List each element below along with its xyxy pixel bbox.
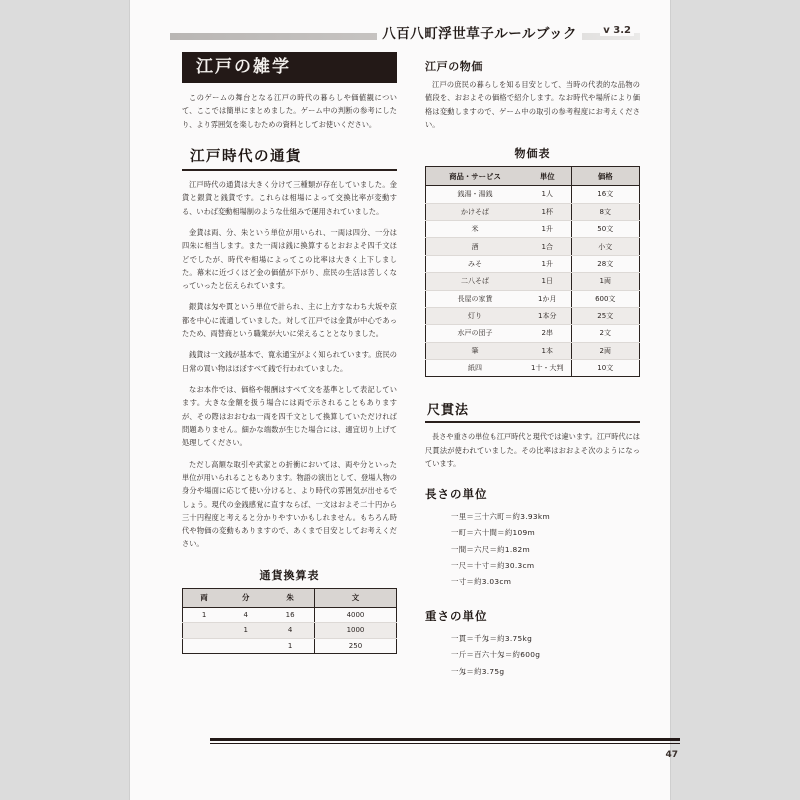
weight-unit-list [425, 630, 640, 679]
table-row [183, 638, 397, 653]
currency-paragraph-3: 銀貨は匁や貫という単位で計られ、主に上方すなわち大坂や京都を中心に流通していました。対して江戸では金貨が中心であったため、両替商という職業が大いに栄えることとなりました。 [182, 302, 397, 339]
price-table-caption: 物価表 [514, 147, 551, 161]
cell-item: 二八そば [426, 273, 524, 290]
cell-unit: 1升 [524, 255, 571, 272]
subheading-weight-units: 重さの単位 [425, 609, 488, 624]
col-header-ryo: 両 [183, 588, 226, 607]
col-header-mon: 文 [314, 588, 396, 607]
cell-shu: 16 [266, 607, 314, 622]
cell-item: 筆 [426, 342, 524, 359]
list-item: 一斤＝百六十匁＝約600g [451, 650, 541, 660]
table-row [183, 623, 397, 638]
cell-price: 50文 [571, 221, 639, 238]
cell-price: 600文 [571, 290, 639, 307]
cell-unit: 1か月 [524, 290, 571, 307]
table-row [426, 342, 640, 359]
list-item: 一間＝六尺＝約1.82m [451, 544, 530, 554]
cell-price: 10文 [571, 360, 639, 377]
table-row [426, 290, 640, 307]
list-item: 一里＝三十六町＝約3.93km [451, 511, 550, 521]
page-number: 47 [665, 750, 678, 760]
price-table-body [426, 186, 640, 377]
currency-paragraph-5: なお本作では、価格や報酬はすべて文を基準として表記しています。大きな金額を扱う場合には両で示されることもありますが、その際はおおむね一両を四千文として換算していただければ問題ありません。細かな端数が生じた場合には、適宜切り上げて処理してください。 [182, 385, 397, 448]
table-row [426, 273, 640, 290]
cell-mon: 4000 [314, 607, 396, 622]
cell-unit: 1十・大判 [530, 364, 564, 373]
table-row [426, 238, 640, 255]
col-header-unit: 単位 [524, 167, 571, 186]
currency-paragraph-4: 銭貨は一文銭が基本で、寛永通宝がよく知られています。庶民の日常の買い物はほぼすべて銭で行われていました。 [182, 350, 397, 373]
footer-rule-thin [210, 743, 680, 744]
cell-item: 米 [426, 221, 524, 238]
section-heading-measures: 尺貫法 [425, 399, 640, 423]
col-header-price: 価格 [571, 167, 639, 186]
cell-item: 紙四 [467, 364, 482, 373]
document-page [130, 0, 678, 800]
list-item: 一貫＝千匁＝約3.75kg [451, 633, 533, 643]
table-row [426, 221, 640, 238]
table-row [426, 360, 640, 377]
col-header-shu: 朱 [266, 588, 314, 607]
table-row [426, 186, 640, 203]
page-title: 江戸の雑学 [182, 52, 397, 83]
cell-ryo: 1 [183, 607, 226, 622]
book-title: 八百八町浮世草子ルールブック [377, 22, 582, 42]
table-row [426, 307, 640, 324]
cell-ryo [183, 623, 226, 638]
currency-table-caption: 通貨換算表 [259, 568, 320, 582]
table-header-row [183, 588, 397, 607]
cell-unit: 1本分 [524, 307, 571, 324]
version-label: v 3.2 [600, 25, 634, 36]
cell-shu: 4 [266, 623, 314, 638]
cell-bu: 4 [225, 607, 266, 622]
cell-item: 長屋の家賃 [426, 290, 524, 307]
cell-mon: 1000 [314, 623, 396, 638]
footer-rule-thick [210, 738, 680, 741]
left-column [182, 52, 397, 654]
price-table [425, 166, 640, 377]
cell-shu: 1 [287, 641, 293, 650]
cell-price: 2両 [571, 342, 639, 359]
subheading-length-units: 長さの単位 [425, 487, 488, 502]
running-head [170, 22, 640, 44]
list-item: 一寸＝約3.03cm [451, 577, 512, 587]
measures-paragraph: 長さや重さの単位も江戸時代と現代では違います。江戸時代には尺貫法が使われていました。その比率はおおよそ次のようになっています。 [425, 432, 640, 468]
currency-paragraph-6: ただし高額な取引や武家との折衝においては、両や分といった単位が用いられることもあります。物語の演出として、登場人物の身分や場面に応じて使い分けると、より時代の雰囲気が出せるでしょう。現代の金銭感覚に直すならば、一文はおよそ二十円から三十円程度と考えると分かりやすいかもしれません。もちろん時代や物価の変動もありますので、あくまで目安としてお考えください。 [182, 459, 397, 549]
currency-conversion-table [182, 588, 397, 654]
table-row [426, 325, 640, 342]
list-item: 一尺＝十寸＝約30.3cm [451, 561, 535, 571]
length-unit-list [425, 508, 640, 590]
cell-mon: 250 [314, 638, 396, 653]
cell-price: 小文 [571, 238, 639, 255]
list-item: 一町＝六十間＝約109m [451, 528, 536, 538]
cell-price: 2文 [571, 325, 639, 342]
list-item: 一匁＝約3.75g [451, 666, 505, 676]
currency-paragraph-2: 金貨は両、分、朱という単位が用いられ、一両は四分、一分は四朱に相当します。また一両は銭に換算するとおおよそ四千文ほどでしたが、時代や相場によってこの比率は大きく上下しました。幕末に近づくほど金の価値が下がり、庶民の生活は苦しくなっていったと伝えられています。 [182, 227, 397, 291]
cell-unit: 2串 [524, 325, 571, 342]
section-heading-prices: 江戸の物価 [425, 60, 483, 73]
cell-item: 灯り [426, 307, 524, 324]
table-row [426, 255, 640, 272]
cell-price: 8文 [571, 203, 639, 220]
cell-unit: 1杯 [524, 203, 571, 220]
cell-unit: 1日 [524, 273, 571, 290]
cell-unit: 1合 [524, 238, 571, 255]
cell-item: かけそば [426, 203, 524, 220]
cell-item: 水戸の団子 [426, 325, 524, 342]
right-column [425, 52, 640, 690]
currency-paragraph-1: 江戸時代の通貨は大きく分けて三種類が存在していました。金貨と銀貨と銭貨です。これらは相場によって交換比率が変動する、いわば変動相場制のような仕組みで運用されていました。 [182, 179, 397, 216]
cell-item: みそ [426, 255, 524, 272]
col-header-bu: 分 [225, 588, 266, 607]
cell-price: 1両 [571, 273, 639, 290]
cell-unit: 1人 [524, 186, 571, 203]
intro-paragraph: このゲームの舞台となる江戸の時代の暮らしや価値観について、ここでは簡単にまとめました。ゲーム中の判断の参考にしたり、より雰囲気を楽しむための資料としてお使いください。 [182, 93, 397, 129]
cell-price: 16文 [571, 186, 639, 203]
table-header-row [426, 167, 640, 186]
cell-unit: 1升 [524, 221, 571, 238]
cell-item: 銭湯・湯銭 [426, 186, 524, 203]
cell-unit: 1本 [524, 342, 571, 359]
cell-item: 酒 [426, 238, 524, 255]
cell-price: 28文 [571, 255, 639, 272]
page-footer [210, 738, 680, 760]
prices-paragraph: 江戸の庶民の暮らしを知る目安として、当時の代表的な品物の値段を、おおよその価格で紹介します。なお時代や場所により価格は変動しますので、ゲーム中の取引の参考程度にお考えください。 [425, 80, 640, 129]
cell-bu: 1 [225, 623, 266, 638]
cell-bu [225, 638, 266, 653]
table-row [426, 203, 640, 220]
cell-price: 25文 [571, 307, 639, 324]
section-heading-currency: 江戸時代の通貨 [182, 145, 397, 171]
table-row [183, 607, 397, 622]
col-header-item: 商品・サービス [426, 167, 524, 186]
cell-ryo [183, 638, 226, 653]
